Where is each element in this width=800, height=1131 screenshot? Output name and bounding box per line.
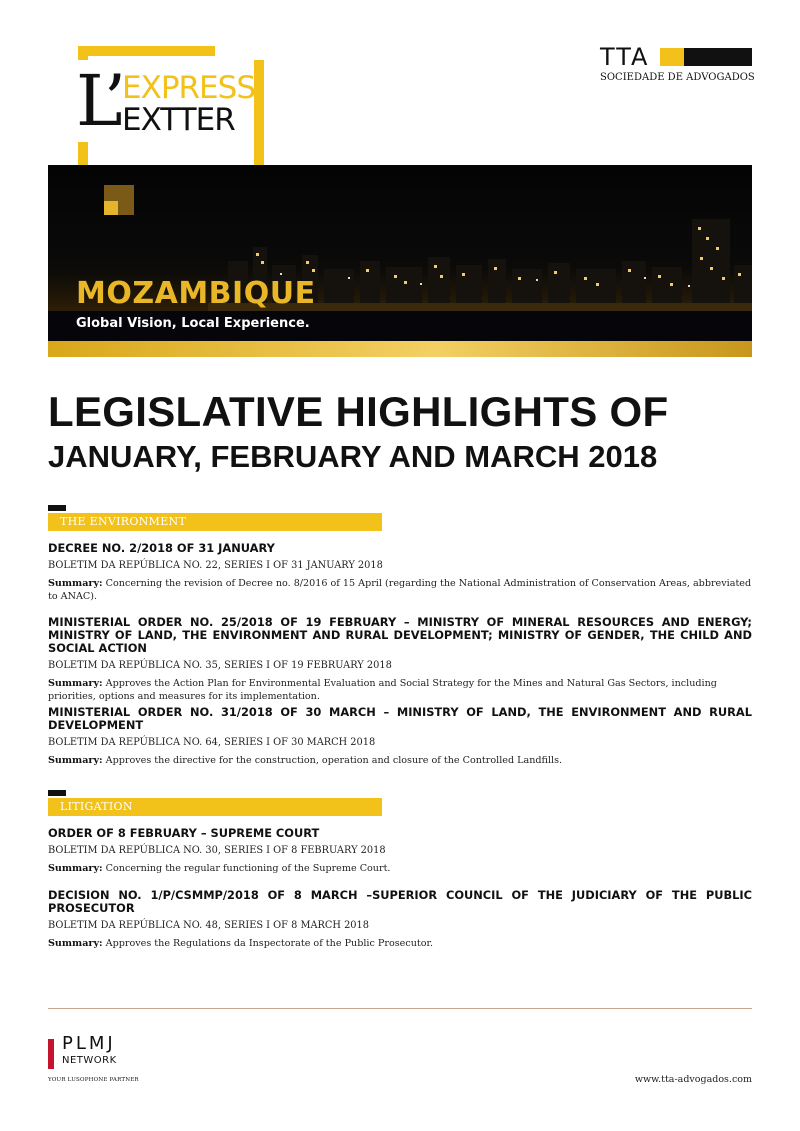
- summary-text: Approves the Action Plan for Environmental Evaluation and Social Strategy for the Mines and Natural Gas Sectors, including priorities, options and measures for its implementation.: [48, 678, 717, 702]
- summary-text: Concerning the regular functioning of the Supreme Court.: [105, 863, 391, 874]
- firm-logo-name: TTA: [600, 43, 650, 71]
- network-tagline: YOUR LUSOPHONE PARTNER: [48, 1077, 139, 1083]
- legislation-entry: [48, 889, 752, 950]
- logo-frame-gap-top: [215, 40, 275, 60]
- legislation-entry: [48, 616, 752, 703]
- summary-text: Approves the directive for the construction, operation and closure of the Controlled Landfills.: [105, 755, 563, 766]
- entry-summary: [48, 577, 752, 603]
- entry-title: MINISTERIAL ORDER NO. 25/2018 OF 19 FEBRUARY – MINISTRY OF MINERAL RESOURCES AND ENERGY; MINISTRY OF LAND, THE ENVIRONMENT AND RURAL DEVELOPMENT; MINISTRY OF GENDER, THE CHILD AND SOCIAL ACTION: [48, 615, 752, 655]
- entry-title: ORDER OF 8 FEBRUARY – SUPREME COURT: [48, 826, 320, 840]
- entry-title: MINISTERIAL ORDER NO. 31/2018 OF 30 MARCH – MINISTRY OF LAND, THE ENVIRONMENT AND RURAL DEVELOPMENT: [48, 705, 752, 732]
- entry-boletim: BOLETIM DA REPÚBLICA NO. 30, SERIES I OF 8 FEBRUARY 2018: [48, 845, 386, 856]
- entry-summary: [48, 937, 752, 950]
- legislation-entry: [48, 706, 752, 767]
- legislation-entry: [48, 827, 752, 875]
- entry-boletim: BOLETIM DA REPÚBLICA NO. 22, SERIES I OF 31 JANUARY 2018: [48, 560, 383, 571]
- network-logo-red-bar: [48, 1039, 54, 1069]
- section-marker: [48, 505, 66, 511]
- entry-summary: [48, 754, 752, 767]
- summary-text: Approves the Regulations da Inspectorate of the Public Prosecutor.: [105, 938, 434, 949]
- summary-label: Summary:: [48, 938, 103, 949]
- section-heading-litigation: LITIGATION: [48, 798, 382, 816]
- website-link[interactable]: www.tta-advogados.com: [634, 1074, 752, 1085]
- network-logo-name: PLMJ: [62, 1033, 116, 1054]
- entry-boletim: BOLETIM DA REPÚBLICA NO. 48, SERIES I OF 8 MARCH 2018: [48, 920, 370, 931]
- summary-label: Summary:: [48, 578, 103, 589]
- entry-boletim: BOLETIM DA REPÚBLICA NO. 35, SERIES I OF 19 FEBRUARY 2018: [48, 660, 392, 671]
- logo-word-extter: EXTTER: [122, 102, 235, 138]
- firm-logo-black-block: [684, 48, 752, 66]
- entry-summary: [48, 862, 752, 875]
- logo-letter: L’: [76, 60, 124, 142]
- summary-label: Summary:: [48, 863, 103, 874]
- page-subtitle: JANUARY, FEBRUARY AND MARCH 2018: [48, 439, 658, 474]
- entry-title: DECISION NO. 1/P/CSMMP/2018 OF 8 MARCH –SUPERIOR COUNCIL OF THE JUDICIARY OF THE PUBLIC PROSECUTOR: [48, 888, 752, 915]
- page-title: LEGISLATIVE HIGHLIGHTS OF: [48, 388, 669, 435]
- footer-divider: [48, 1008, 752, 1009]
- decorative-square-gold: [104, 201, 118, 215]
- summary-label: Summary:: [48, 678, 103, 689]
- entry-title: DECREE NO. 2/2018 OF 31 JANUARY: [48, 541, 275, 555]
- section-heading-environment: THE ENVIRONMENT: [48, 513, 382, 531]
- banner-country: MOZAMBIQUE: [76, 276, 316, 311]
- logo-word-express: EXPRESS: [122, 70, 255, 106]
- summary-label: Summary:: [48, 755, 103, 766]
- banner-gold-stripe: [48, 341, 752, 357]
- section-marker: [48, 790, 66, 796]
- banner-tagline: Global Vision, Local Experience.: [76, 316, 310, 331]
- legislation-entry: [48, 542, 752, 603]
- entry-summary: [48, 677, 752, 703]
- summary-text: Concerning the revision of Decree no. 8/2016 of 15 April (regarding the National Administration of Conservation Areas, abbreviated to ANAC).: [48, 578, 752, 602]
- entry-boletim: BOLETIM DA REPÚBLICA NO. 64, SERIES I OF 30 MARCH 2018: [48, 737, 376, 748]
- firm-logo-subtitle: SOCIEDADE DE ADVOGADOS: [600, 72, 755, 83]
- network-logo-label: NETWORK: [62, 1055, 117, 1066]
- firm-logo-gold-block: [660, 48, 684, 66]
